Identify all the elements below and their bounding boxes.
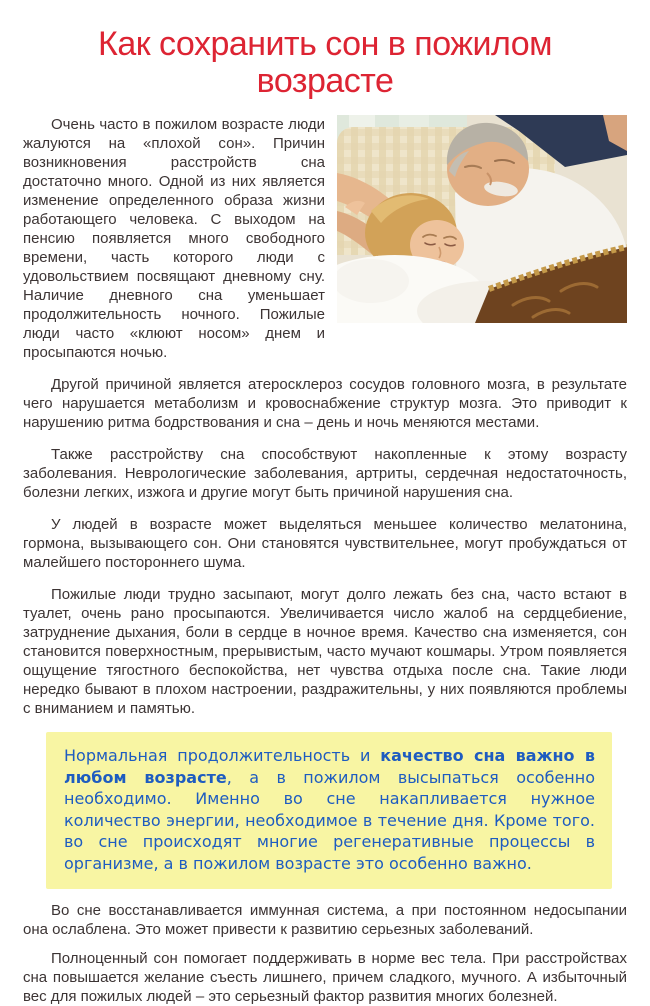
highlight-bold: качество сна важно в любом возрасте [64,746,595,787]
paragraph-sleep-quality: Пожилые люди трудно засыпают, могут долго лежать без сна, часто встают в туалет, очень рано просыпаются. Увеличивается число жалоб на сердцебиение, затруднение дыхания, боли в сердце в ночное время. Качество сна изменяется, сон становится поверхностным, прерывистым, часто мучают кошмары. Утром появляется ощущение тягостного беспокойства, нет чувства отдыха после сна. Такие люди нередко бывают в плохом настроении, раздражительны, у них появляются проблемы с вниманием и памятью. [23,586,627,717]
highlight-rest: , а в пожилом высыпаться особенно необходимо. Именно во сне накапливается нужное количество энергии, необходимое в течение дня. Кроме того. во сне происходят многие регенеративные процессы в организме, а в пожилом возрасте это особенно важно. [64,767,596,873]
highlight-note [46,732,612,889]
man-head [447,123,529,206]
sleeping-couple-photo [337,115,627,323]
article-page [0,25,650,1005]
paragraph-diseases: Также расстройству сна способствуют накопленные к этому возрасту заболевания. Неврологические заболевания, артриты, сердечная недостаточность, болезни легких, изжога и другие могут быть причиной нарушения сна. [23,446,627,501]
paragraph-intro: Очень часто в пожилом возрасте люди жалуются на «плохой сон». Причин возникновения расстройств сна достаточно много. Одной из них является изменение определенного образа жизни работающего человека. С выходом на пенсию появляется много свободного времени, часть которого люди с удовольствием посвящают дневному сну. Наличие дневного сна уменьшает продолжительность ночного. Пожилые люди часто «клюют носом» днем и просыпаются ночью. [23,116,325,361]
paragraph-melatonin: У людей в возрасте может выделяться меньшее количество мелатонина, гормона, вызывающего сон. Они становятся чувствительнее, могут пробуждаться от малейшего постороннего шума. [23,516,627,571]
intro-section [23,115,627,362]
sleeping-couple-illustration [337,115,627,323]
page-title: Как сохранить сон в пожилом возрасте [98,25,552,100]
highlight-lead: Нормальная продолжительность и [64,746,381,765]
paragraph-weight: Полноценный сон помогает поддерживать в норме вес тела. При расстройствах сна повышается желание съесть лишнего, причем сладкого, мучного. А избыточный вес для пожилых людей – это серьезный фактор развития многих болезней. [23,950,627,1005]
paragraph-atherosclerosis: Другой причиной является атеросклероз сосудов головного мозга, в результате чего нарушается метаболизм и кровоснабжение структур мозга. Это приводит к нарушению ритма бодрствования и сна – день и ночь меняются местами. [23,376,627,431]
paragraph-immune: Во сне восстанавливается иммунная система, а при постоянном недосыпании она ослаблена. Это может привести к развитию серьезных заболеваний. [23,902,627,938]
